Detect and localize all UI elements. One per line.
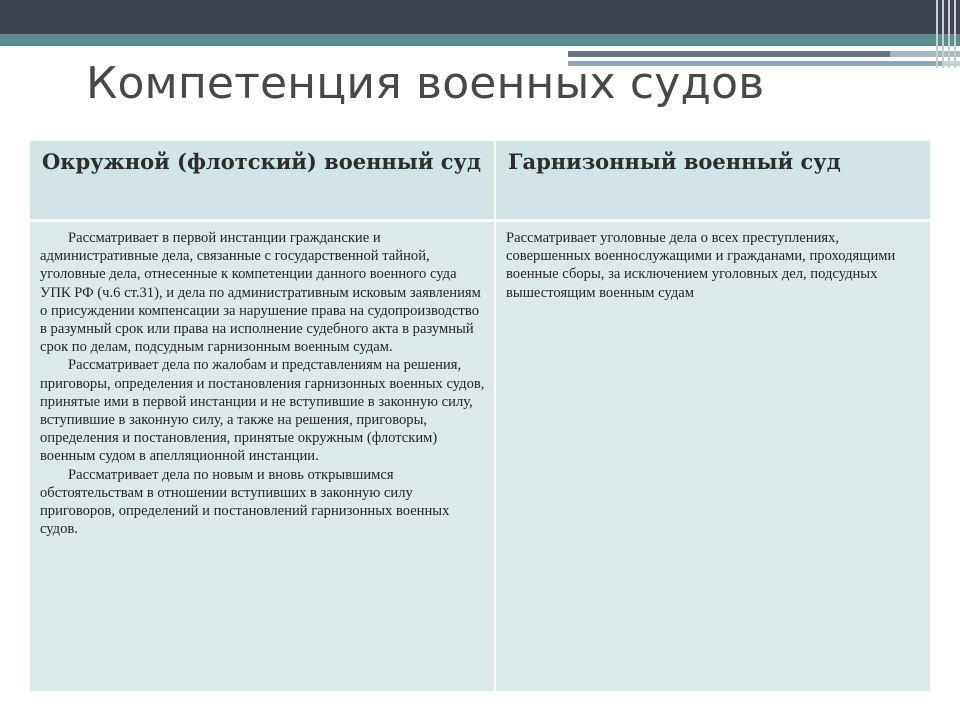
top-dark-band: [0, 0, 960, 34]
decor-vertical-bars: [930, 0, 960, 68]
competence-paragraph: Рассматривает дела по новым и вновь открывшимся обстоятельствам в отношении вступивших в законную силу приговоров, определений и постановлений гарнизонных военных судов.: [40, 466, 450, 538]
garrison-court-competence-cell: [495, 221, 930, 692]
competence-paragraph: Рассматривает дела по жалобам и представлениям на решения, приговоры, определения и постановления гарнизонных военных судов, принятые ими в первой инстанции и не вступившие в законную силу, вступившие в законную силу, а также на решения, приговоры, определения и постановления, принятые окружным (флотским) военным судом в апелляционной инстанции.: [40, 357, 485, 465]
courts-table: [30, 141, 930, 691]
district-court-competence-cell: [30, 221, 495, 692]
table-body-row: [30, 221, 930, 692]
decor-rule: [568, 51, 890, 57]
header-district-court: Окружной (флотский) военный суд: [30, 141, 495, 221]
competence-paragraph: Рассматривает в первой инстанции гражданские и административные дела, связанные с государственной тайной, уголовные дела, отнесенные к компетенции данного военного суда УПК РФ (ч.6 ст.31), и дела по административным исковым заявлениям о присуждении компенсации за нарушение права на судопроизводство в разумный срок или права на исполнение судебного акта в разумный срок по делам, подсудным гарнизонным военным судам.: [40, 230, 481, 356]
page-title: Компетенция военных судов: [86, 58, 765, 109]
header-garrison-court: Гарнизонный военный суд: [495, 141, 930, 221]
table-header-row: [30, 141, 930, 221]
competence-paragraph: Рассматривает уголовные дела о всех преступлениях, совершенных военнослужащими и гражданами, проходящими военные сборы, за исключением уголовных дел, подсудных вышестоящим военным судам: [506, 230, 896, 301]
top-accent-band: [0, 34, 960, 46]
